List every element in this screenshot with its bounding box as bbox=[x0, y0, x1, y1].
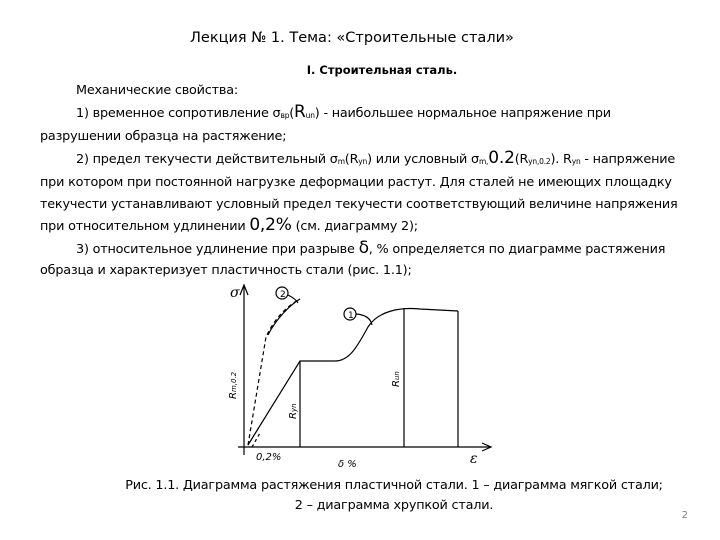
item-2-sub-yn: yn bbox=[358, 156, 368, 166]
rm02-sub: m,0.2 bbox=[230, 371, 238, 393]
item-1-b: ( bbox=[289, 105, 295, 121]
leader-1 bbox=[356, 314, 372, 325]
offset-label: 0,2% bbox=[256, 452, 282, 463]
item-3-b: , % определяется по диаграмме растяжения образца и характеризует пластичность стали (рис. 1.1); bbox=[40, 241, 666, 278]
run-label bbox=[391, 371, 402, 387]
run-r: R bbox=[391, 380, 402, 387]
stress-strain-diagram bbox=[200, 275, 500, 470]
sigma-label: σ bbox=[230, 285, 240, 301]
body-text bbox=[40, 80, 680, 282]
curve-1 bbox=[248, 309, 458, 445]
slide-title: Лекция № 1. Тема: «Строительные стали» bbox=[190, 30, 514, 46]
item-1 bbox=[40, 102, 680, 148]
item-1-a: 1) временное сопротивление σ bbox=[76, 105, 281, 121]
item-2-sub-m: m bbox=[337, 156, 345, 166]
curve-2-label: 2 bbox=[280, 290, 286, 300]
item-2-d: 0.2 bbox=[488, 147, 515, 168]
item-3-delta: δ bbox=[358, 237, 369, 258]
diagram-svg bbox=[200, 275, 500, 470]
ryn-label bbox=[288, 403, 299, 419]
page-number: 2 bbox=[681, 510, 688, 521]
item-2-sub-yn02: yn,0.2 bbox=[528, 156, 551, 166]
section-title: I. Строительная сталь. bbox=[306, 63, 458, 77]
delta-label: δ % bbox=[338, 459, 357, 470]
item-1-sub: вр bbox=[280, 110, 290, 120]
ryn-r: R bbox=[288, 412, 299, 419]
intro-text: Механические свойства: bbox=[76, 83, 238, 98]
item-2-b: (R bbox=[344, 151, 359, 167]
rm02-r: R bbox=[228, 392, 239, 399]
item-2 bbox=[40, 148, 680, 238]
curve-2 bbox=[268, 299, 300, 335]
curve-2-dashed bbox=[248, 299, 300, 445]
item-2-c: ) или условный σ bbox=[367, 151, 479, 167]
item-1-r-sub: un bbox=[305, 110, 315, 120]
rm02-label bbox=[228, 371, 239, 399]
item-2-f: ). R bbox=[550, 151, 572, 167]
item-2-e: (R bbox=[514, 151, 529, 167]
curve-1-label: 1 bbox=[348, 311, 354, 321]
caption-line-1: Рис. 1.1. Диаграмма растяжения пластичной стали. 1 – диаграмма мягкой стали; bbox=[125, 478, 663, 493]
item-2-sub-m2: m, bbox=[478, 156, 489, 166]
item-1-r: R bbox=[294, 101, 306, 122]
item-3-a: 3) относительное удлинение при разрыве bbox=[76, 241, 359, 257]
ryn-sub: yn bbox=[290, 403, 298, 413]
item-2-g: - напряжение при котором при постоянной нагрузке деформации растут. Для сталей не имеющих площадку текучести устанавливают условный предел текучести соответствующий величине напряжения при относительном удлинении bbox=[40, 151, 678, 234]
caption-line-2: 2 – диаграмма хрупкой стали. bbox=[294, 498, 494, 513]
item-2-sub-yn2: yn bbox=[571, 156, 581, 166]
epsilon-label: ε bbox=[470, 451, 478, 467]
item-2-a: 2) предел текучести действительный σ bbox=[76, 151, 338, 167]
item-1-c: ) - наибольшее нормальное напряжение при разрушении образца на растяжение; bbox=[40, 105, 611, 144]
offset-line bbox=[252, 433, 260, 447]
item-2-i: (см. диаграмму 2); bbox=[291, 219, 418, 234]
figure-caption bbox=[104, 476, 684, 516]
run-sub: un bbox=[393, 371, 401, 381]
item-2-h: 0,2% bbox=[249, 215, 292, 235]
